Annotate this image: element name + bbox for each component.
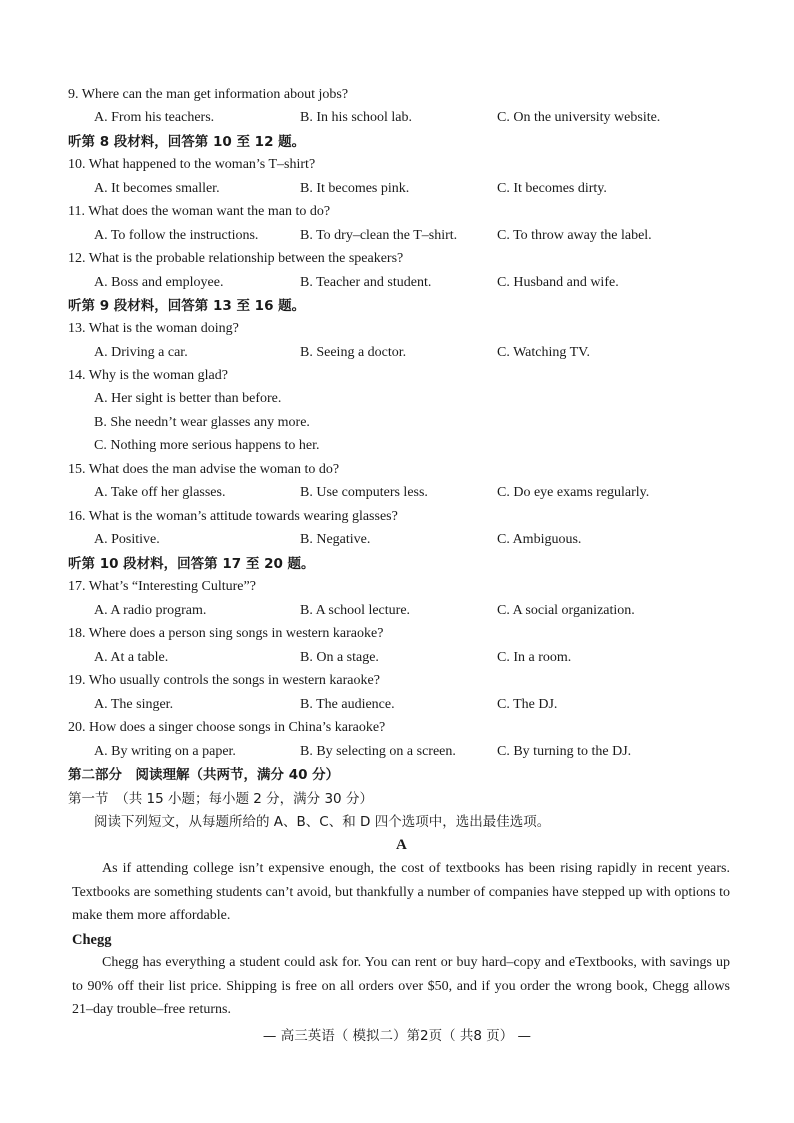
question-12-option-a: A. Boss and employee.	[94, 275, 224, 290]
question-14-option-a: A. Her sight is better than before.	[94, 391, 282, 406]
question-14-stem: 14. Why is the woman glad?	[68, 368, 228, 383]
question-16-option-b: B. Negative.	[300, 532, 371, 547]
page-footer: — 高三英语（ 模拟二）第2页（ 共8 页） —	[262, 1028, 532, 1044]
question-15-option-c: C. Do eye exams regularly.	[497, 485, 650, 500]
section-1-heading: 第一节 （共 15 小题；每小题 2 分，满分 30 分）	[68, 791, 373, 807]
question-17-option-b: B. A school lecture.	[300, 603, 411, 618]
question-17-option-a: A. A radio program.	[94, 603, 207, 618]
question-12-option-c: C. Husband and wife.	[497, 275, 619, 290]
question-12-stem: 12. What is the probable relationship between the speakers?	[68, 251, 404, 266]
passage-paragraph-2	[72, 951, 730, 1022]
question-19-option-c: C. The DJ.	[497, 697, 558, 712]
chegg-title: Chegg	[72, 932, 112, 948]
section-10-heading: 听第 10 段材料，回答第 17 至 20 题。	[68, 556, 315, 572]
question-19-option-b: B. The audience.	[300, 697, 395, 712]
question-17-stem: 17. What’s “Interesting Culture”?	[68, 579, 256, 594]
question-20-stem: 20. How does a singer choose songs in China’s karaoke?	[68, 720, 386, 735]
passage-paragraph-1	[72, 857, 730, 928]
question-11-stem: 11. What does the woman want the man to do?	[68, 204, 331, 219]
reading-instruction: 阅读下列短文，从每题所给的 A、B、C、和 D 四个选项中，选出最佳选项。	[94, 814, 551, 830]
question-20-option-b: B. By selecting on a screen.	[300, 744, 456, 759]
question-18-option-a: A. At a table.	[94, 650, 169, 665]
question-9-option-a: A. From his teachers.	[94, 110, 215, 125]
question-16-option-c: C. Ambiguous.	[497, 532, 582, 547]
question-14-option-b: B. She needn’t wear glasses any more.	[94, 415, 310, 430]
question-10-option-a: A. It becomes smaller.	[94, 181, 220, 196]
question-15-option-b: B. Use computers less.	[300, 485, 428, 500]
question-18-option-c: C. In a room.	[497, 650, 572, 665]
question-11-option-a: A. To follow the instructions.	[94, 228, 259, 243]
question-20-option-c: C. By turning to the DJ.	[497, 744, 632, 759]
question-11-option-c: C. To throw away the label.	[497, 228, 652, 243]
part-2-heading: 第二部分 阅读理解（共两节，满分 40 分）	[68, 767, 340, 783]
question-13-option-b: B. Seeing a doctor.	[300, 345, 407, 360]
question-10-option-b: B. It becomes pink.	[300, 181, 410, 196]
question-10-stem: 10. What happened to the woman’s T–shirt?	[68, 157, 316, 172]
passage-letter: A	[396, 837, 407, 853]
question-15-option-a: A. Take off her glasses.	[94, 485, 226, 500]
question-15-stem: 15. What does the man advise the woman to do?	[68, 462, 340, 477]
question-13-stem: 13. What is the woman doing?	[68, 321, 239, 336]
question-20-option-a: A. By writing on a paper.	[94, 744, 236, 759]
question-10-option-c: C. It becomes dirty.	[497, 181, 607, 196]
question-14-option-c: C. Nothing more serious happens to her.	[94, 438, 320, 453]
question-9-option-b: B. In his school lab.	[300, 110, 412, 125]
question-9-stem: 9. Where can the man get information about jobs?	[68, 87, 349, 102]
question-16-option-a: A. Positive.	[94, 532, 160, 547]
question-9-option-c: C. On the university website.	[497, 110, 661, 125]
question-13-option-a: A. Driving a car.	[94, 345, 188, 360]
question-17-option-c: C. A social organization.	[497, 603, 635, 618]
question-12-option-b: B. Teacher and student.	[300, 275, 432, 290]
question-19-option-a: A. The singer.	[94, 697, 174, 712]
question-16-stem: 16. What is the woman’s attitude towards wearing glasses?	[68, 509, 398, 524]
section-9-heading: 听第 9 段材料，回答第 13 至 16 题。	[68, 298, 306, 314]
question-19-stem: 19. Who usually controls the songs in western karaoke?	[68, 673, 380, 688]
question-18-option-b: B. On a stage.	[300, 650, 379, 665]
question-13-option-c: C. Watching TV.	[497, 345, 590, 360]
passage-paragraph-2-text: Chegg has everything a student could ask for. You can rent or buy hard–copy and eTextbooks, with savings up to 90% off their list price. Shipping is free on all orders over $50, and if you order the wrong book, Chegg allows 21–day trouble–free returns.	[72, 955, 730, 1017]
question-18-stem: 18. Where does a person sing songs in western karaoke?	[68, 626, 384, 641]
passage-paragraph-1-text: As if attending college isn’t expensive enough, the cost of textbooks has been rising rapidly in recent years. Textbooks are something students can’t avoid, but thankfully a number of companies have stepped up with options to make them more affordable.	[72, 861, 730, 923]
section-8-heading: 听第 8 段材料，回答第 10 至 12 题。	[68, 134, 306, 150]
question-11-option-b: B. To dry–clean the T–shirt.	[300, 228, 458, 243]
